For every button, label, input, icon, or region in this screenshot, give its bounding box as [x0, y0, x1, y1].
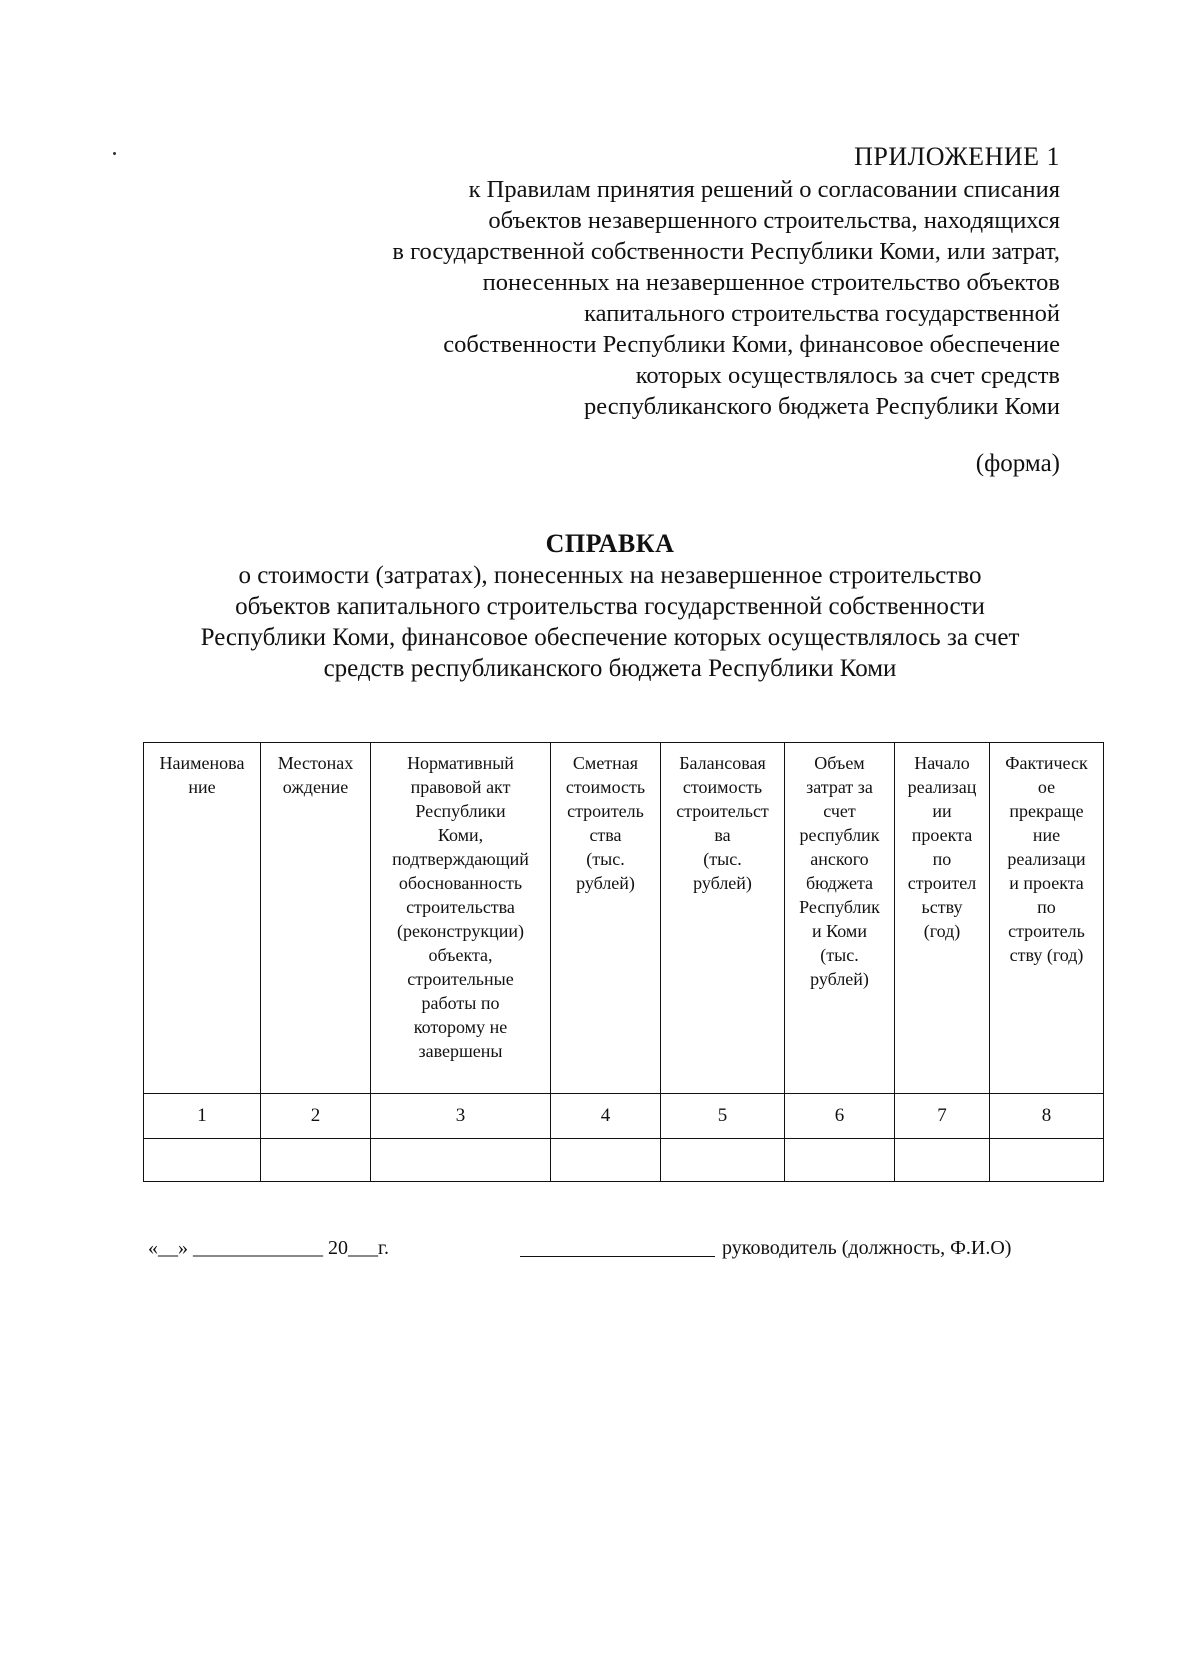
column-number: 6	[785, 1094, 895, 1139]
table-blank-row	[144, 1139, 1104, 1182]
header-cell-start-year	[895, 743, 990, 1094]
form-label: (форма)	[975, 450, 1060, 477]
header-text: Местонах ождение	[277, 753, 354, 797]
cost-table	[143, 742, 1104, 1182]
blank-cell	[144, 1139, 261, 1182]
appendix-line: в государственной собственности Республики Коми, или затрат,	[392, 238, 1060, 265]
blank-cell	[895, 1139, 990, 1182]
appendix-line: объектов незавершенного строительства, находящихся	[488, 207, 1060, 234]
table-header-row	[144, 743, 1104, 1094]
appendix-line: понесенных на незавершенное строительство объектов	[482, 269, 1060, 296]
document-heading	[140, 528, 1080, 684]
blank-cell	[371, 1139, 551, 1182]
heading-line: объектов капитального строительства государственной собственности	[235, 593, 985, 620]
heading-line: Республики Коми, финансовое обеспечение которых осуществлялось за счет	[200, 624, 1020, 651]
scan-speck	[113, 152, 116, 155]
column-number: 7	[895, 1094, 990, 1139]
header-cell-estimated-cost	[551, 743, 661, 1094]
appendix-line: республиканского бюджета Республики Коми	[584, 393, 1060, 420]
header-cell-balance-cost	[661, 743, 785, 1094]
blank-cell	[661, 1139, 785, 1182]
column-number: 4	[551, 1094, 661, 1139]
header-cell-budget-volume	[785, 743, 895, 1094]
column-number: 1	[144, 1094, 261, 1139]
heading-line: средств республиканского бюджета Республики Коми	[323, 655, 897, 682]
column-number: 5	[661, 1094, 785, 1139]
appendix-line: собственности Республики Коми, финансовое обеспечение	[443, 331, 1060, 358]
column-number: 3	[371, 1094, 551, 1139]
header-text: Балансовая стоимость строительст ва (тыс. рублей)	[676, 753, 769, 893]
signature-role: руководитель (должность, Ф.И.О)	[722, 1237, 1012, 1259]
heading-line: о стоимости (затратах), понесенных на незавершенное строительство	[238, 562, 982, 589]
appendix-title: ПРИЛОЖЕНИЕ 1	[854, 142, 1060, 171]
appendix-line: капитального строительства государственной	[584, 300, 1060, 327]
appendix-line: к Правилам принятия решений о согласовании списания	[468, 176, 1060, 203]
blank-cell	[990, 1139, 1104, 1182]
header-cell-location	[261, 743, 371, 1094]
signature-line	[520, 1256, 715, 1257]
header-cell-legal-act	[371, 743, 551, 1094]
signature-date: «__» _____________ 20___г.	[148, 1237, 389, 1259]
blank-cell	[785, 1139, 895, 1182]
heading-title: СПРАВКА	[545, 529, 675, 558]
header-text: Сметная стоимость строитель ства (тыс. рублей)	[565, 753, 646, 893]
appendix-line: которых осуществлялось за счет средств	[635, 362, 1060, 389]
header-cell-name	[144, 743, 261, 1094]
header-text: Объем затрат за счет республик анского бюджета Республик и Коми (тыс. рублей)	[799, 753, 880, 989]
column-number: 2	[261, 1094, 371, 1139]
appendix-block	[200, 140, 1060, 422]
header-text: Начало реализац ии проекта по строител ьству (год)	[907, 753, 977, 941]
header-cell-stop-year	[990, 743, 1104, 1094]
blank-cell	[551, 1139, 661, 1182]
signature-block	[148, 1234, 1108, 1266]
column-number: 8	[990, 1094, 1104, 1139]
header-text: Нормативный правовой акт Республики Коми, подтверждающий обоснованность строительства (реконструкции) объекта, строительные работы по которому не завершены	[392, 753, 529, 1061]
header-text: Фактическ ое прекраще ние реализаци и проекта по строитель ству (год)	[1005, 753, 1088, 965]
header-text: Наименова ние	[159, 753, 245, 797]
blank-cell	[261, 1139, 371, 1182]
table-number-row	[144, 1094, 1104, 1139]
